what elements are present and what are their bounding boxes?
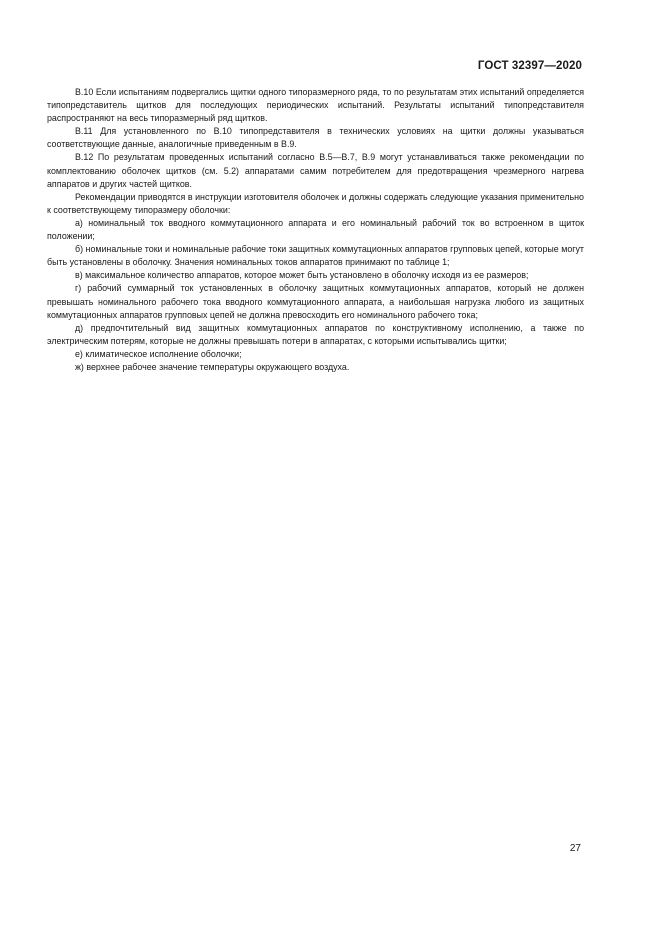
list-item-e: е) климатическое исполнение оболочки; <box>75 348 242 359</box>
list-item-a: а) номинальный ток вводного коммутационного аппарата и его номинальный рабочий ток во встроенном в щиток положении; <box>47 217 584 242</box>
list-item-d: д) предпочтительный вид защитных коммутационных аппаратов по конструктивному исполнению, а также по электрическим потерям, которые не должны превышать потери в аппаратах, с которыми испытывались щитки; <box>47 322 584 346</box>
list-item-zh: ж) верхнее рабочее значение температуры окружающего воздуха. <box>75 361 350 372</box>
list-item-b: б) номинальные токи и номинальные рабочие токи защитных коммутационных аппаратов групповых цепей, которые могут быть установлены в оболочку. Значения номинальных токов аппаратов принимают по таблице 1; <box>47 244 584 268</box>
paragraph-b12: В.12 По результатам проведенных испытаний согласно В.5—В.7, В.9 могут устанавливаться также рекомендации по комплектованию оболочек щитков (см. 5.2) аппаратами самим потребителем для предотвращения чрезмерного нагрева аппаратов и других частей щитков. <box>47 152 584 189</box>
standard-header: ГОСТ 32397—2020 <box>477 60 582 72</box>
page-number: 27 <box>569 843 581 854</box>
paragraph-b10: В.10 Если испытаниям подвергались щитки одного типоразмерного ряда, то по результатам этих испытаний определяется типопредставитель щитков для последующих периодических испытаний. Результаты испытаний типопредставителя распространяют на весь типоразмерный ряд щитков. <box>47 87 584 124</box>
list-item-g: г) рабочий суммарный ток установленных в оболочку защитных коммутационных аппаратов, который не должен превышать номинального рабочего тока вводного коммутационного аппарата, а наибольшая нагрузка любого из защитных коммутационных аппаратов групповых цепей не должна превосходить его номинального рабочего тока; <box>47 283 584 320</box>
document-body <box>47 86 584 374</box>
list-item-v: в) максимальное количество аппаратов, которое может быть установлено в оболочку исходя из ее размеров; <box>75 270 529 281</box>
paragraph-recommendations: Рекомендации приводятся в инструкции изготовителя оболочек и должны содержать следующие указания применительно к соответствующему типоразмеру оболочки: <box>47 191 584 215</box>
paragraph-b11: В.11 Для установленного по В.10 типопредставителя в технических условиях на щитки должны указываться соответствующие данные, аналогичные приведенным в В.9. <box>47 126 584 150</box>
